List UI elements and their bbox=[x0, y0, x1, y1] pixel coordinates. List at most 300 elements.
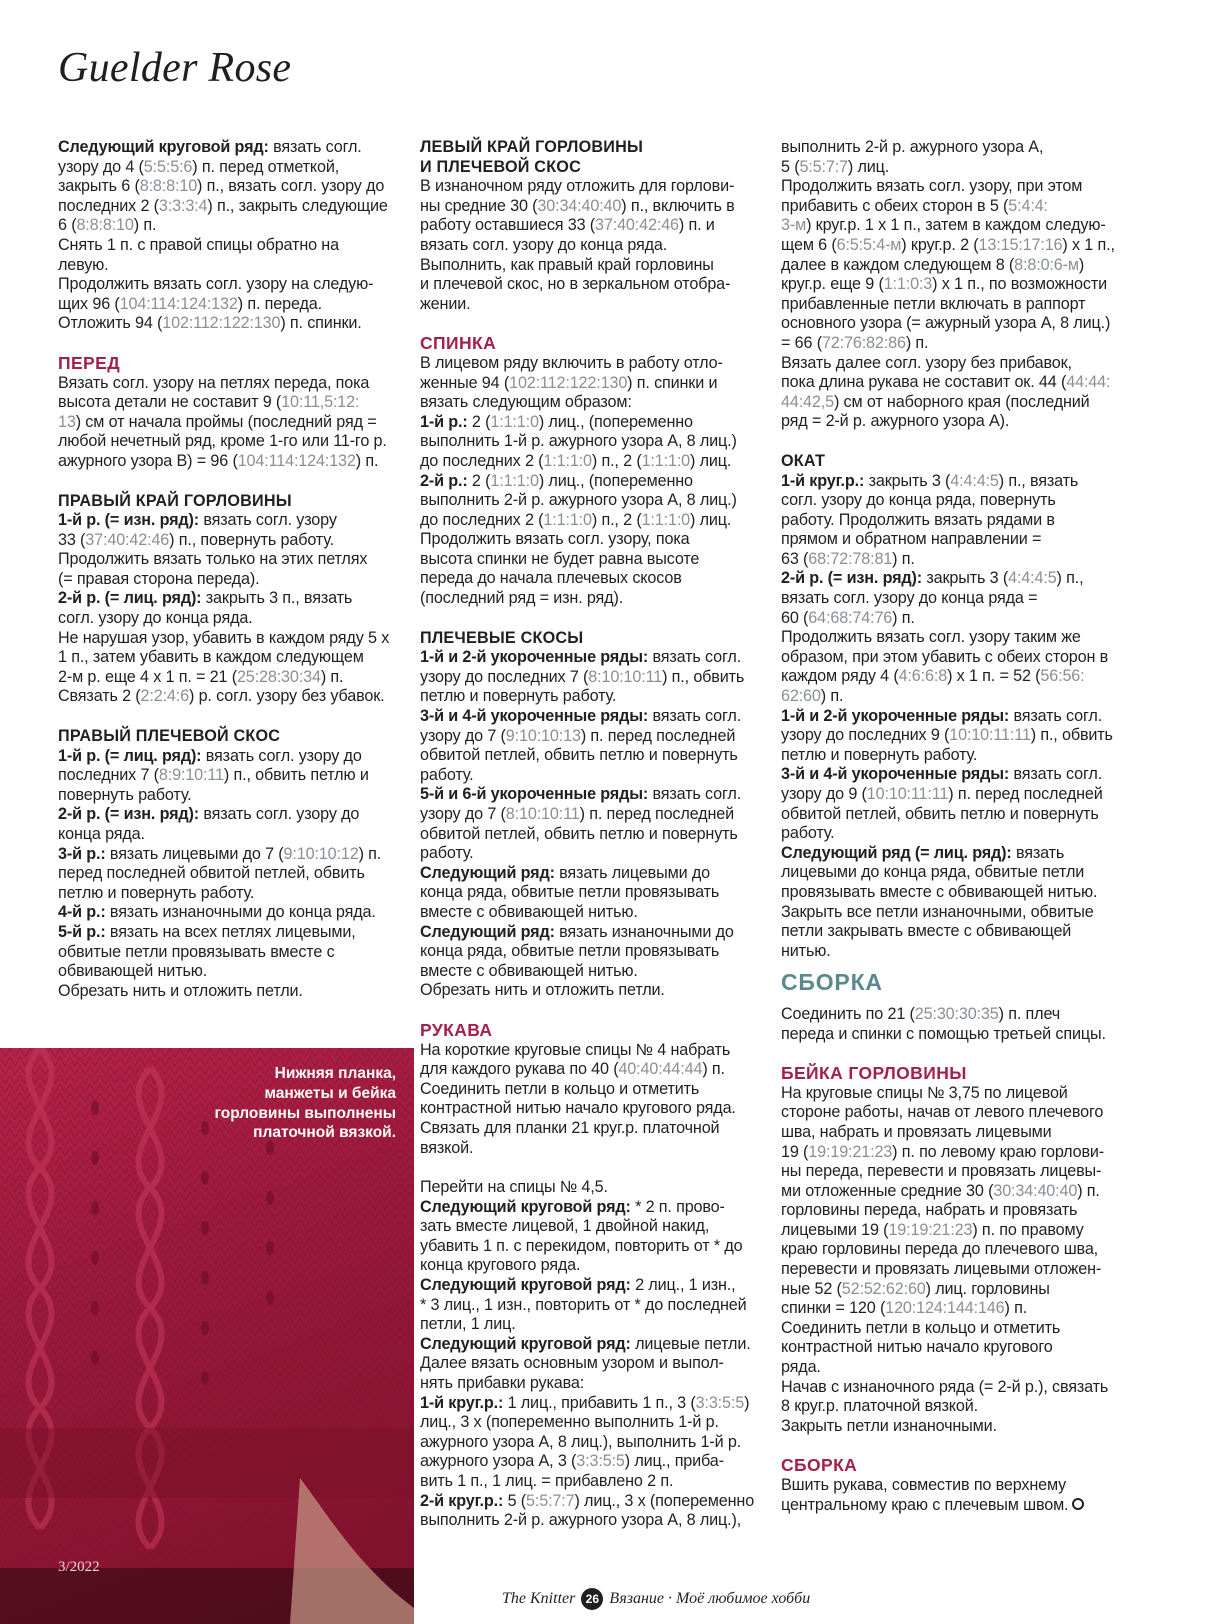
text-segment: последних 2 ( bbox=[58, 196, 159, 215]
bold-label: 2-й р. (= изн. ряд): bbox=[58, 805, 200, 824]
text-segment: 8 круг.р. платочной вязкой. bbox=[781, 1397, 978, 1416]
text-segment: работу. bbox=[420, 844, 474, 863]
text-line bbox=[781, 1201, 1141, 1221]
size-values: 3:3:5:5 bbox=[576, 1452, 625, 1471]
text-line bbox=[420, 374, 766, 394]
section-heading-right-neck: ПРАВЫЙ КРАЙ ГОРЛОВИНЫ bbox=[58, 491, 292, 510]
text-segment: контрастной нитью начало кругового ряда. bbox=[420, 1099, 736, 1118]
text-line bbox=[781, 373, 1141, 393]
size-values: 37:40:42:46 bbox=[595, 216, 679, 235]
text-segment: конца кругового ряда. bbox=[420, 1256, 581, 1275]
text-line bbox=[781, 1025, 1141, 1045]
section-heading-left-neck-1: ЛЕВЫЙ КРАЙ ГОРЛОВИНЫ bbox=[420, 138, 644, 156]
text-segment: ) п. перед отметкой, bbox=[192, 157, 340, 176]
text-line bbox=[420, 981, 766, 1001]
text-line bbox=[781, 1143, 1141, 1163]
text-segment: ) bbox=[744, 1393, 750, 1412]
size-values: 1:1:0:3 bbox=[883, 275, 933, 294]
text-segment: для каждого рукава по 40 ( bbox=[420, 1060, 619, 1079]
text-line bbox=[58, 845, 404, 865]
text-line bbox=[781, 1084, 1141, 1104]
text-segment: ) круг.р. 2 ( bbox=[901, 235, 979, 254]
text-segment: вязать согл. узору bbox=[199, 511, 337, 530]
bold-label: Следующий ряд: bbox=[420, 922, 555, 941]
size-values: 4:4:4:5 bbox=[950, 471, 999, 490]
text-segment: ) п., обвить bbox=[662, 667, 745, 686]
page-number: 26 bbox=[581, 1588, 603, 1610]
text-segment: высота спинки не будет равна высоте bbox=[420, 549, 700, 568]
text-segment: ) лиц. горловины bbox=[925, 1279, 1050, 1298]
text-line bbox=[420, 746, 766, 766]
text-segment: Выполнить, как правый край горловины bbox=[420, 255, 714, 274]
text-line bbox=[781, 1496, 1141, 1516]
size-values: 9:10:10:13 bbox=[505, 726, 581, 745]
text-segment: узору до 4 ( bbox=[58, 157, 144, 176]
text-line bbox=[58, 452, 404, 472]
text-line bbox=[58, 982, 404, 1002]
text-segment: ) п. bbox=[905, 333, 929, 352]
section-heading-sleeves: РУКАВА bbox=[420, 1019, 493, 1040]
text-line bbox=[781, 1005, 1141, 1025]
text-segment: ) п. спинки и bbox=[627, 373, 718, 392]
text-segment: Продолжить вязать согл. узору, пока bbox=[420, 530, 690, 549]
section-heading-left-neck-2: И ПЛЕЧЕВОЙ СКОС bbox=[420, 157, 581, 176]
end-mark-icon bbox=[1072, 1498, 1084, 1510]
text-line bbox=[58, 609, 404, 629]
text-segment: Вязать согл. узору на петлях переда, пока bbox=[58, 373, 370, 392]
size-values: 1:1:1:0 bbox=[641, 510, 691, 529]
text-segment: обвивающей нитью. bbox=[58, 962, 208, 981]
text-line bbox=[420, 1041, 766, 1061]
text-line bbox=[420, 1276, 766, 1296]
bold-label: Следующий ряд (= лиц. ряд): bbox=[781, 843, 1012, 862]
text-segment: ) п. bbox=[820, 687, 844, 706]
text-segment: вязкой. bbox=[420, 1138, 474, 1157]
size-values: 4:4:4:5 bbox=[1008, 569, 1057, 588]
bold-label: 2-й р.: bbox=[420, 471, 468, 490]
bold-label: 3-й и 4-й укороченные ряды: bbox=[420, 707, 649, 726]
sweater-photo bbox=[0, 1048, 414, 1624]
size-values: 8:8:8:10 bbox=[76, 216, 134, 235]
text-segment: ) х 1 п. = 52 ( bbox=[947, 667, 1041, 686]
text-line bbox=[420, 687, 766, 707]
text-segment: Закрыть петли изнаночными. bbox=[781, 1416, 997, 1435]
text-segment: (последний ряд = изн. ряд). bbox=[420, 589, 624, 608]
text-segment: На круговые спицы № 3,75 по лицевой bbox=[781, 1083, 1068, 1102]
text-segment: Соединить петли в кольцо и отметить bbox=[420, 1079, 700, 1098]
text-line bbox=[781, 472, 1141, 492]
text-line bbox=[781, 1417, 1141, 1437]
text-segment: вязать изнаночными до конца ряда. bbox=[105, 903, 376, 922]
text-segment: ) лиц., 3 х (попеременно bbox=[574, 1491, 755, 1510]
text-line bbox=[58, 138, 404, 158]
text-line bbox=[781, 1338, 1141, 1358]
text-line bbox=[420, 1217, 766, 1237]
bold-label: 3-й р.: bbox=[58, 844, 106, 863]
text-line bbox=[781, 648, 1141, 668]
text-segment: образом, при этом убавить с обеих сторон в bbox=[781, 647, 1109, 666]
text-segment: выполнить 2-й р. ажурного узора А, 8 лиц.), bbox=[420, 1511, 742, 1530]
section-heading-cap: ОКАТ bbox=[781, 451, 826, 470]
size-values: 13:15:17:16 bbox=[978, 235, 1063, 254]
text-segment: 6 ( bbox=[58, 216, 77, 235]
text-segment: ) см от наборного края (последний bbox=[833, 392, 1090, 411]
bold-label: 1-й р. (= лиц. ряд): bbox=[58, 746, 202, 765]
text-line bbox=[420, 785, 766, 805]
size-values: 1:1:1:0 bbox=[543, 451, 592, 470]
text-segment: ) п., включить в bbox=[621, 196, 735, 215]
text-line bbox=[781, 628, 1141, 648]
size-values: 2:2:4:6 bbox=[140, 687, 189, 706]
text-segment: ) лиц. bbox=[690, 510, 732, 529]
text-line bbox=[420, 413, 766, 433]
text-line bbox=[58, 668, 404, 688]
text-segment: ) п., bbox=[1056, 569, 1084, 588]
text-line bbox=[781, 256, 1141, 276]
text-segment: Продолжить вязать согл. узору, при этом bbox=[781, 177, 1083, 196]
text-line bbox=[781, 334, 1141, 354]
text-segment: ) п. перед последней bbox=[579, 805, 735, 823]
text-segment: вязать согл. узору до bbox=[199, 805, 360, 824]
size-values: 25:30:30:35 bbox=[914, 1004, 999, 1023]
text-line bbox=[58, 177, 404, 197]
text-segment: ажурного узора В) = 96 ( bbox=[58, 451, 238, 470]
size-values: 120:124:144:146 bbox=[885, 1299, 1005, 1318]
text-line bbox=[58, 629, 404, 649]
text-line bbox=[420, 1511, 766, 1531]
column-3 bbox=[781, 138, 1141, 1515]
text-line bbox=[781, 1319, 1141, 1339]
text-line bbox=[420, 354, 766, 374]
text-line bbox=[781, 511, 1141, 531]
text-line bbox=[781, 569, 1141, 589]
text-segment: ) п., вязать bbox=[998, 471, 1079, 490]
text-segment: лицевыми до конца ряда, обвитые петли bbox=[781, 863, 1085, 882]
text-line bbox=[58, 962, 404, 982]
text-segment: 2 лиц., 1 изн., bbox=[630, 1276, 736, 1295]
text-line bbox=[58, 374, 404, 394]
text-segment: перед последней обвитой петлей, обвить bbox=[58, 864, 365, 883]
text-segment: вязать на всех петлях лицевыми, bbox=[105, 922, 356, 941]
size-values: 40:40:44:44 bbox=[618, 1060, 703, 1079]
size-values: 56:56: bbox=[1040, 667, 1085, 686]
text-line bbox=[58, 805, 404, 825]
text-line bbox=[420, 589, 766, 609]
text-segment: вместе с обвивающей нитью. bbox=[420, 902, 638, 921]
text-line bbox=[58, 943, 404, 963]
text-segment: лицевые петли. bbox=[630, 1334, 751, 1353]
magazine-subtitle: Вязание · Моё любимое хобби bbox=[609, 1590, 811, 1607]
size-values: 3-м bbox=[781, 216, 807, 235]
text-line bbox=[781, 1280, 1141, 1300]
text-segment: левую. bbox=[58, 255, 109, 274]
text-line bbox=[781, 824, 1141, 844]
text-segment: ) см от начала проймы (последний ряд = bbox=[75, 412, 377, 431]
size-values: 64:68:74:76 bbox=[808, 608, 893, 627]
text-line bbox=[58, 884, 404, 904]
text-segment: вязать согл. bbox=[1009, 765, 1103, 784]
section-heading-neckband: БЕЙКА ГОРЛОВИНЫ bbox=[781, 1063, 967, 1084]
text-line bbox=[58, 432, 404, 452]
size-values: 102:112:122:130 bbox=[162, 314, 281, 333]
text-line bbox=[58, 747, 404, 767]
text-line bbox=[420, 530, 766, 550]
text-segment: прямом и обратном направлении = bbox=[781, 530, 1042, 549]
text-segment: ) п. bbox=[358, 844, 382, 863]
text-line bbox=[58, 314, 404, 334]
text-segment: вязать согл. узору до конца ряда. bbox=[420, 235, 668, 254]
text-segment: работу оставшиеся 33 ( bbox=[420, 216, 596, 235]
text-line bbox=[58, 687, 404, 707]
text-line bbox=[781, 491, 1141, 511]
issue-number: 3/2022 bbox=[58, 1559, 100, 1575]
text-line bbox=[420, 923, 766, 943]
text-line bbox=[420, 1139, 766, 1159]
bold-label: Следующий ряд: bbox=[420, 863, 555, 882]
text-segment: согл. узору до конца ряда. bbox=[58, 609, 253, 628]
text-line bbox=[420, 491, 766, 511]
text-segment: конца ряда, обвитые петли провязывать bbox=[420, 942, 720, 961]
size-values: 19:19:21:23 bbox=[888, 1220, 973, 1239]
text-segment: вязать согл. узору до bbox=[201, 746, 362, 765]
text-segment: ) п. bbox=[133, 216, 157, 235]
text-segment: = 66 ( bbox=[781, 333, 822, 352]
text-segment: последних 7 ( bbox=[58, 766, 159, 785]
text-segment: ) п. переда. bbox=[237, 294, 322, 313]
text-line bbox=[420, 1237, 766, 1257]
size-values: 10:10:11:11 bbox=[866, 785, 949, 803]
text-segment: прибавить с обеих сторон в 5 ( bbox=[781, 196, 1009, 215]
text-segment: женные 94 ( bbox=[420, 373, 510, 392]
size-values: 1:1:1:0 bbox=[490, 471, 539, 490]
text-line bbox=[58, 393, 404, 413]
size-values: 104:114:124:132 bbox=[237, 451, 356, 470]
text-line bbox=[781, 216, 1141, 236]
text-line bbox=[781, 844, 1141, 864]
text-line bbox=[420, 707, 766, 727]
text-segment: Далее вязать основным узором и выпол- bbox=[420, 1354, 724, 1373]
size-values: 6:5:5:4-м bbox=[836, 235, 902, 254]
text-segment: В лицевом ряду включить в работу отло- bbox=[420, 353, 723, 372]
text-segment: конца ряда, обвитые петли провязывать bbox=[420, 883, 720, 902]
section-heading-front: ПЕРЕД bbox=[58, 352, 121, 373]
text-segment: выполнить 2-й р. ажурного узора А, bbox=[781, 138, 1044, 156]
text-segment: ны средние 30 ( bbox=[420, 196, 538, 215]
section-heading-shoulders: ПЛЕЧЕВЫЕ СКОСЫ bbox=[420, 628, 584, 647]
magazine-name: The Knitter bbox=[502, 1590, 576, 1607]
text-segment: основного узора (= ажурный узора А, 8 лиц.) bbox=[781, 314, 1111, 333]
text-segment: ны переда, перевести и провязать лицевы- bbox=[781, 1162, 1102, 1181]
bold-label: 2-й р. (= изн. ряд): bbox=[781, 569, 923, 588]
text-segment: ) п. bbox=[1004, 1299, 1028, 1318]
text-line bbox=[781, 1162, 1141, 1182]
text-line bbox=[781, 863, 1141, 883]
column-1 bbox=[58, 138, 404, 1001]
text-segment: Перейти на спицы № 4,5. bbox=[420, 1178, 608, 1197]
text-line bbox=[781, 158, 1141, 178]
text-segment: стороне работы, начав от левого плечевого bbox=[781, 1103, 1104, 1122]
text-line bbox=[420, 864, 766, 884]
size-values: 8:10:10:11 bbox=[588, 667, 663, 686]
text-line bbox=[781, 354, 1141, 374]
text-line bbox=[781, 726, 1141, 746]
size-values: 1:1:1:0 bbox=[543, 510, 592, 529]
text-segment: ) п., обвить bbox=[1030, 726, 1113, 745]
text-line bbox=[420, 1492, 766, 1512]
text-line bbox=[420, 844, 766, 864]
size-values: 8:8:0:6-м bbox=[1014, 255, 1079, 274]
size-values: 10:11,5:12: bbox=[281, 393, 360, 412]
text-segment: конца ряда. bbox=[58, 825, 145, 843]
text-line bbox=[420, 236, 766, 256]
text-segment: петли закрывать вместе с обвивающей bbox=[781, 922, 1072, 941]
text-segment: ажурного узора А, 8 лиц.), выполнить 1-й р. bbox=[420, 1432, 742, 1451]
text-line bbox=[420, 883, 766, 903]
text-segment: 1 п., затем убавить в каждом следующем bbox=[58, 648, 364, 667]
text-line bbox=[420, 1354, 766, 1374]
text-line bbox=[58, 197, 404, 217]
text-line bbox=[420, 1296, 766, 1316]
text-line bbox=[781, 1182, 1141, 1202]
text-segment: круг.р. еще 9 ( bbox=[781, 275, 884, 294]
text-line bbox=[420, 805, 766, 825]
text-line bbox=[58, 256, 404, 276]
text-segment: ) п. перед последней bbox=[580, 726, 736, 745]
text-segment: 60 ( bbox=[781, 608, 809, 627]
text-segment: любой нечетный ряд, кроме 1-го или 11-го р. bbox=[58, 432, 387, 451]
text-line bbox=[58, 158, 404, 178]
text-line bbox=[420, 668, 766, 688]
text-segment: ) п. bbox=[1077, 1181, 1100, 1200]
text-segment: ) п. bbox=[892, 549, 915, 568]
size-values: 1:1:1:0 bbox=[641, 451, 691, 470]
text-segment: перевести и провязать лицевыми отложен- bbox=[781, 1260, 1102, 1279]
text-segment: работу. bbox=[781, 824, 835, 843]
text-line bbox=[781, 765, 1141, 785]
text-segment: горловины переда, набрать и провязать bbox=[781, 1201, 1078, 1220]
text-segment: обвитой петлей, обвить петлю и повернуть bbox=[420, 746, 738, 765]
text-segment: ) п. плеч bbox=[998, 1004, 1061, 1023]
text-line bbox=[420, 1198, 766, 1218]
text-line bbox=[420, 1099, 766, 1119]
section-heading-back: СПИНКА bbox=[420, 333, 497, 354]
text-line bbox=[420, 197, 766, 217]
text-segment: ) п. bbox=[320, 667, 344, 686]
text-line bbox=[781, 883, 1141, 903]
text-segment: обвитой петлей, обвить петлю и повернуть bbox=[420, 824, 738, 843]
column-2 bbox=[420, 138, 766, 1531]
text-segment: ) х 1 п., по возможности bbox=[932, 275, 1107, 294]
text-segment: (= правая сторона переда). bbox=[58, 569, 260, 588]
text-segment: закрыть 6 ( bbox=[58, 177, 140, 196]
size-values: 44:42,5 bbox=[781, 392, 834, 411]
text-line bbox=[420, 550, 766, 570]
text-line bbox=[420, 177, 766, 197]
text-line bbox=[58, 295, 404, 315]
size-values: 19:19:21:23 bbox=[808, 1142, 893, 1161]
text-line bbox=[58, 648, 404, 668]
text-segment: каждом ряду 4 ( bbox=[781, 667, 899, 686]
text-line bbox=[420, 275, 766, 295]
text-segment: контрастной нитью начало кругового bbox=[781, 1338, 1053, 1357]
photo-caption: Нижняя планка, манжеты и бейка горловины выполнены платочной вязкой. bbox=[214, 1065, 396, 1142]
text-segment: высота детали не составит 9 ( bbox=[58, 393, 282, 412]
text-segment: В изнаночном ряду отложить для горлови- bbox=[420, 177, 735, 196]
text-segment: спинки = 120 ( bbox=[781, 1299, 886, 1318]
text-segment: На короткие круговые спицы № 4 набрать bbox=[420, 1040, 731, 1059]
text-line bbox=[58, 903, 404, 923]
text-line bbox=[781, 1123, 1141, 1143]
text-segment: Продолжить вязать только на этих петлях bbox=[58, 550, 368, 569]
size-values: 5:5:7:7 bbox=[799, 157, 848, 176]
bold-label: 5-й р.: bbox=[58, 922, 106, 941]
text-line bbox=[781, 1103, 1141, 1123]
text-segment: ажурного узора А, 3 ( bbox=[420, 1452, 577, 1471]
bold-label: 2-й р. (= лиц. ряд): bbox=[58, 589, 202, 608]
text-segment: выполнить 1-й р. ажурного узора А, 8 лиц.) bbox=[420, 432, 737, 451]
size-values: 5:5:5:6 bbox=[143, 157, 193, 176]
text-line bbox=[781, 707, 1141, 727]
size-values: 4:6:6:8 bbox=[898, 667, 948, 686]
text-segment: Соединить по 21 ( bbox=[781, 1004, 915, 1023]
text-segment: вязать согл. bbox=[1009, 706, 1103, 725]
text-line bbox=[420, 393, 766, 413]
text-segment: Связать для планки 21 круг.р. платочной bbox=[420, 1118, 720, 1137]
text-line bbox=[781, 746, 1141, 766]
text-segment: Продолжить вязать согл. узору таким же bbox=[781, 628, 1081, 647]
bold-label: Следующий круговой ряд: bbox=[420, 1276, 631, 1295]
text-segment: согл. узору до конца ряда, повернуть bbox=[781, 491, 1056, 510]
text-line bbox=[58, 923, 404, 943]
size-values: 52:52:62:60 bbox=[841, 1279, 926, 1298]
text-line bbox=[781, 1260, 1141, 1280]
text-line bbox=[58, 511, 404, 531]
text-line bbox=[58, 236, 404, 256]
text-segment: вязать согл. узору до конца ряда = bbox=[781, 589, 1038, 608]
text-segment: ряд = 2-й р. ажурного узора А). bbox=[781, 412, 1010, 431]
text-line bbox=[58, 864, 404, 884]
text-line bbox=[420, 1394, 766, 1414]
text-segment: ) п. bbox=[892, 608, 915, 627]
text-line bbox=[781, 785, 1141, 805]
text-line bbox=[781, 942, 1141, 962]
text-line bbox=[781, 295, 1141, 315]
text-line bbox=[58, 216, 404, 236]
text-segment: ) п. bbox=[702, 1060, 725, 1079]
text-line bbox=[58, 531, 404, 551]
text-line bbox=[58, 589, 404, 609]
text-line bbox=[420, 1256, 766, 1276]
text-segment: пока длина рукава не составит ок. 44 ( bbox=[781, 373, 1067, 392]
text-segment: ) лиц. bbox=[847, 157, 890, 176]
text-segment: вязать следующим образом: bbox=[420, 393, 632, 412]
text-line bbox=[420, 1060, 766, 1080]
size-values: 1:1:1:0 bbox=[490, 412, 539, 431]
text-segment: вить 1 п., 1 лиц. = прибавлено 2 п. bbox=[420, 1472, 674, 1490]
text-line bbox=[781, 589, 1141, 609]
text-line bbox=[781, 805, 1141, 825]
text-line bbox=[781, 550, 1141, 570]
text-segment: * 2 п. прово- bbox=[630, 1197, 725, 1216]
text-segment: ) р. согл. узору без убавок. bbox=[188, 687, 385, 706]
text-line bbox=[420, 1119, 766, 1139]
text-segment: ) лиц. bbox=[690, 451, 732, 470]
text-segment: обвитой петлей, обвить петлю и повернуть bbox=[781, 804, 1099, 823]
text-segment: вязать лицевыми до bbox=[554, 863, 710, 882]
text-line bbox=[781, 687, 1141, 707]
size-values: 8:10:10:11 bbox=[505, 805, 580, 823]
text-segment: Обрезать нить и отложить петли. bbox=[420, 981, 665, 1000]
